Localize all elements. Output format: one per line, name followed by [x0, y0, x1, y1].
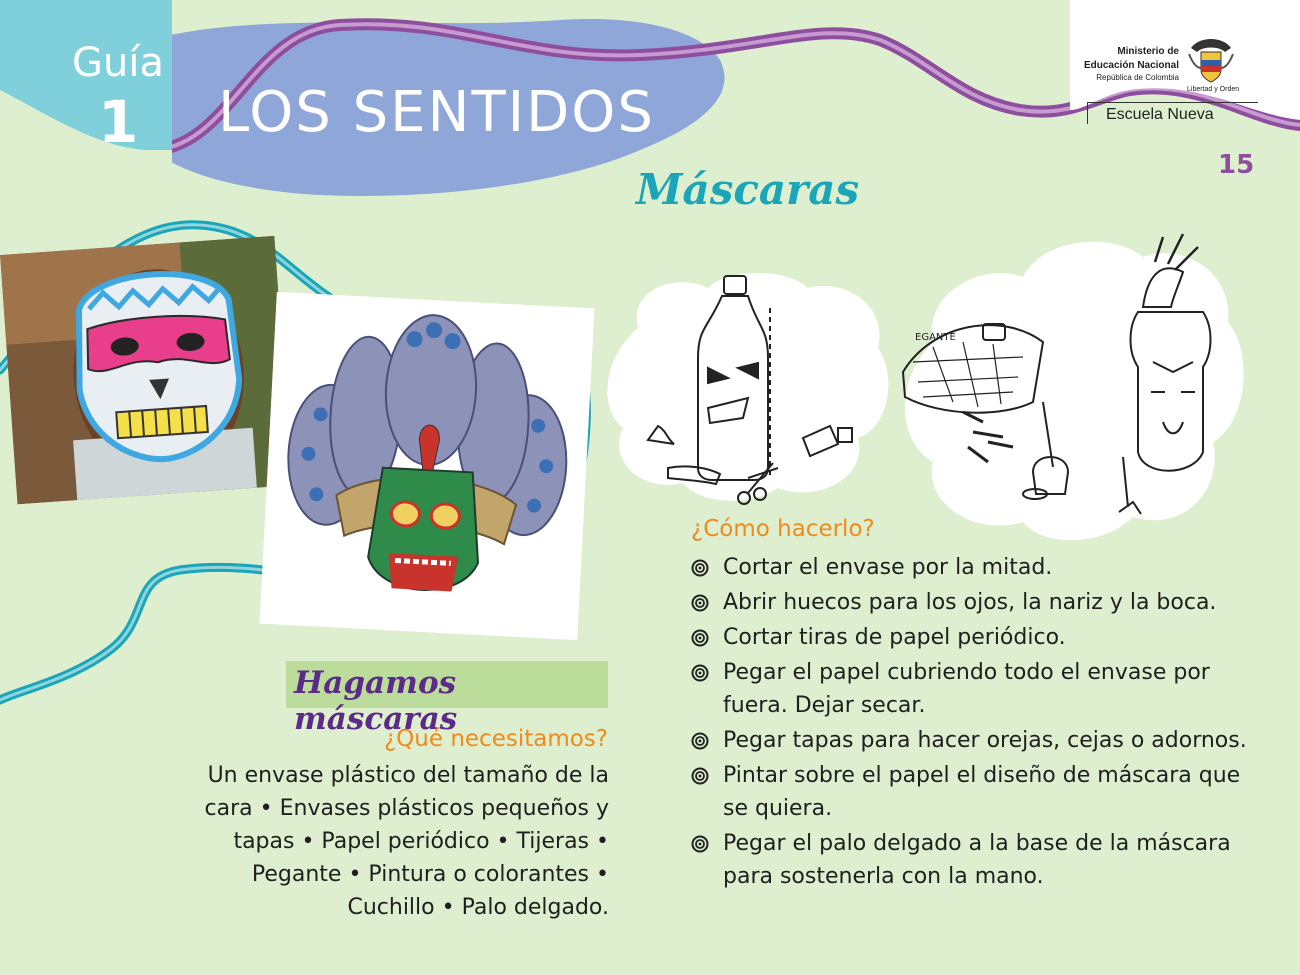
step-text: Abrir huecos para los ojos, la nariz y la boca.	[723, 590, 1217, 615]
steps-question: ¿Cómo hacerlo?	[691, 516, 875, 542]
step-text: Cortar el envase por la mitad.	[723, 555, 1053, 580]
bullseye-bullet-icon	[691, 594, 709, 612]
photo-peacock-mask	[260, 292, 595, 640]
activity-heading: Hagamos máscaras	[294, 665, 458, 737]
guia-number: 1	[98, 88, 139, 156]
peacock-mask-image	[260, 292, 595, 640]
illustration-paper-mache-mask	[893, 232, 1253, 552]
bullseye-bullet-icon	[691, 835, 709, 853]
ministry-line1: Ministerio de	[1117, 46, 1179, 57]
guia-label: Guía	[72, 40, 164, 86]
list-item	[691, 621, 1251, 654]
list-item	[691, 586, 1251, 619]
glue-label: EGANTE	[915, 332, 956, 343]
bullseye-bullet-icon	[691, 732, 709, 750]
motto: Libertad y Orden	[1187, 86, 1240, 93]
section-title: Máscaras	[636, 165, 860, 214]
child-mask-image	[0, 236, 292, 505]
program-label: Escuela Nueva	[1087, 102, 1258, 124]
page-number: 15	[1218, 150, 1255, 180]
ministry-line2: Educación Nacional	[1083, 60, 1179, 71]
main-title: LOS SENTIDOS	[218, 80, 655, 145]
list-item	[691, 759, 1251, 825]
bullseye-bullet-icon	[691, 629, 709, 647]
materials-question: ¿Qué necesitamos?	[383, 726, 608, 752]
steps-list	[691, 551, 1251, 895]
list-item	[691, 827, 1251, 893]
activity-heading-box	[286, 661, 608, 737]
bullseye-bullet-icon	[691, 664, 709, 682]
bullseye-bullet-icon	[691, 559, 709, 577]
step-text: Pegar el palo delgado a la base de la máscara para sostenerla con la mano.	[723, 831, 1231, 889]
bullseye-bullet-icon	[691, 767, 709, 785]
list-item	[691, 724, 1251, 757]
photo-child-mask	[0, 236, 292, 505]
ministry-line3: República de Colombia	[1096, 73, 1179, 82]
list-item	[691, 551, 1251, 584]
list-item	[691, 656, 1251, 722]
step-text: Pintar sobre el papel el diseño de máscara que se quiera.	[723, 763, 1241, 821]
step-text: Cortar tiras de papel periódico.	[723, 625, 1066, 650]
step-text: Pegar tapas para hacer orejas, cejas o adornos.	[723, 728, 1247, 753]
step-text: Pegar el papel cubriendo todo el envase por fuera. Dejar secar.	[723, 660, 1210, 718]
materials-list: Un envase plástico del tamaño de la cara • Envases plásticos pequeños y tapas • Papel periódico • Tijeras • Pegante • Pintura o colorantes • Cuchillo • Palo delgado.	[204, 763, 609, 920]
coat-of-arms-icon	[1185, 34, 1237, 86]
ministry-logo	[1083, 34, 1243, 124]
illustration-bottle-cutting	[598, 268, 898, 508]
